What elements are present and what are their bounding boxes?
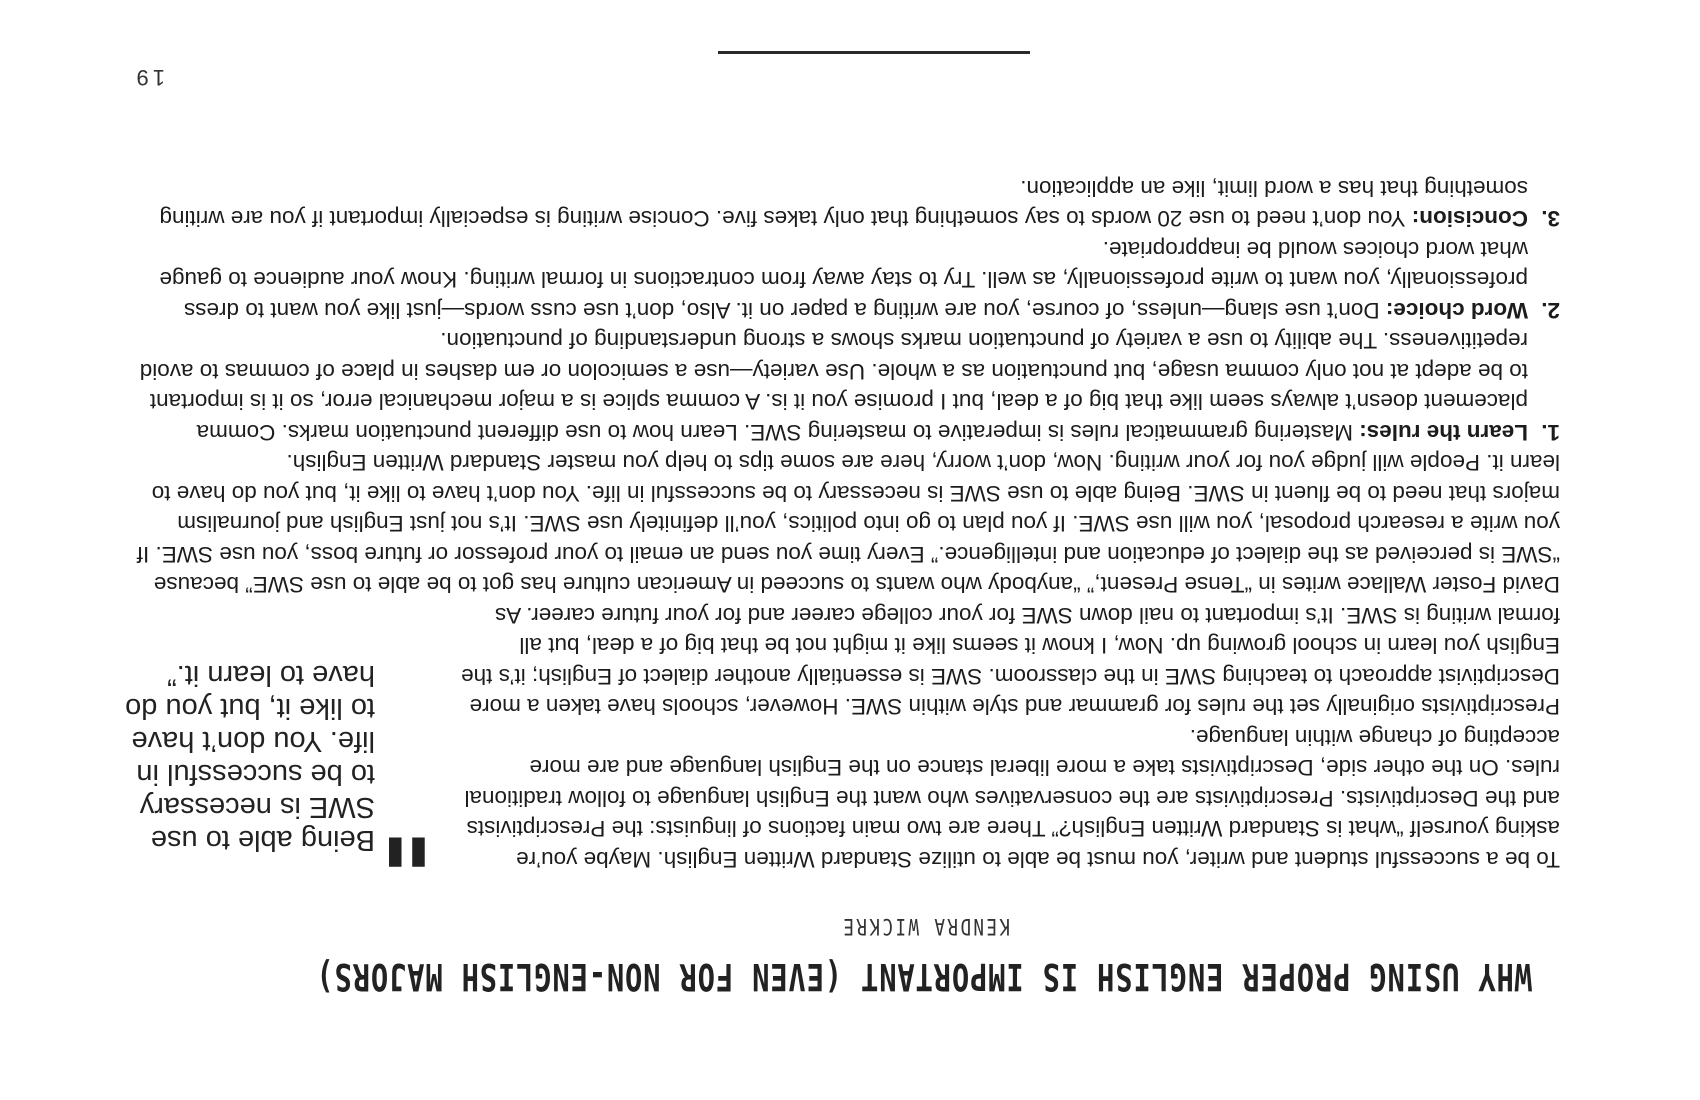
tip-number: 1. <box>1541 420 1560 445</box>
tip-number: 3. <box>1541 206 1560 232</box>
tip-item <box>135 234 1560 326</box>
second-paragraph: Prescriptivists originally set the rules for grammar and style within SWE. However, schools have taken a more Descriptivist approach to teaching SWE in the classroom. SWE is essentially another dialect of English; it’s the English you learn in school growing up. Now, I know it seems like it might not be that big of a deal, but all formal writing is SWE. It’s important to nail down SWE for your college career and for your future career. As David Foster Wallace writes in “Tense Present,” “anybody who wants to succeed in American culture has got to be able to use SWE” because “SWE is perceived as the dialect of education and intelligence.” Every time you send an email to your professor or future boss, you use SWE. If you write a research proposal, you will use SWE. If you plan to go into politics, you’ll definitely use SWE. It’s not just English and journalism majors that need to be fluent in SWE. Being able to use SWE is necessary to be successful in life. You don’t have to like it, but you do have to learn it. People will judge you for your writing. Now, don’t worry, here are some tips to help you master Standard Written English. <box>136 450 1560 720</box>
pull-quote <box>125 602 435 888</box>
tip-item <box>135 325 1560 447</box>
article-body <box>125 173 1560 888</box>
tips-list <box>135 173 1560 448</box>
title-divider-rule <box>718 51 1030 54</box>
tip-text: Mastering grammatical rules is imperative to mastering SWE. Learn how to use different punctuation marks. Comma placement doesn’t always seem like that big of a deal, but I promise you it is. A comma splice is a major mechanical error, so it is important to be adept at not only comma usage, but punctuation as a whole. Use variety—use a semicolon or em dashes in place of commas to avoid repetitiveness. The ability to use a variety of punctuation marks shows a strong understanding of punctuation. <box>139 328 1528 445</box>
tip-label: Concision: <box>1405 206 1528 232</box>
intro-section <box>125 447 1560 888</box>
tip-label: Learn the rules: <box>1352 420 1528 445</box>
tip-item <box>135 173 1560 234</box>
tip-text: Don’t use slang—unless, of course, you are writing a paper on it. Also, don’t use cuss words—just like you want to dress professionally, you want to write professionally, as well. Try to stay away from contractions in formal writing. Know your audience to gauge what word choices would be inappropriate. <box>159 237 1528 323</box>
quote-mark-icon: " <box>392 762 435 888</box>
tip-number: 2. <box>1541 298 1560 323</box>
article-author: KENDRA WICKRE <box>841 913 1010 938</box>
tip-label: Word choice: <box>1379 298 1528 323</box>
intro-paragraph: To be a successful student and writer, you must be able to utilize Standard Written English. Maybe you’re asking yourself “what is Standard Written English?” There are two main factions of linguists: the Prescriptivists and the Descriptivists. Prescriptivists are the conservatives who want the English language to follow traditional rules. On the other side, Descriptivists take a more liberal stance on the English language and are more accepting of change within language. <box>464 725 1560 872</box>
tip-text: You don’t need to use 20 words to say something that only takes five. Concise writing is especially important if you are writing something that has a word limit, like an application. <box>159 176 1528 232</box>
article-title: WHY USING PROPER ENGLISH IS IMPORTANT (EVEN FOR NON-ENGLISH MAJORS) <box>315 955 1532 998</box>
pull-quote-text: Being able to use SWE is necessary to be successful in life. You don’t have to like it, but you do have to learn it.” <box>125 659 375 856</box>
page-number: 19 <box>132 65 165 90</box>
